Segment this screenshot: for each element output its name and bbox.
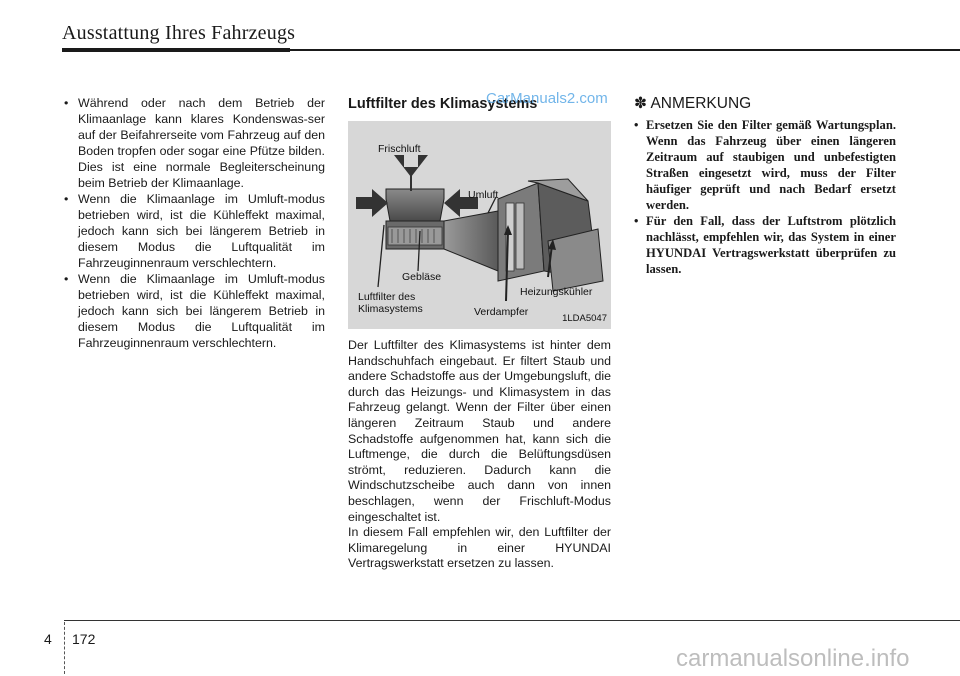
- watermark-footer: carmanualsonline.info: [676, 645, 910, 672]
- figure-id: 1LDA5047: [562, 313, 607, 324]
- list-item: • Während oder nach dem Betrieb der Klimaanlage kann klares Kondenswas-ser auf der Beifahrerseite vom Fahrzeug auf den Boden tropfen oder sogar eine Pfütze bilden. Dies ist eine normale Begleiterscheinung beim Betrieb der Klimaanlage.: [62, 95, 325, 191]
- page-header-title: Ausstattung Ihres Fahrzeugs: [62, 22, 296, 44]
- footer-rule: [64, 620, 960, 621]
- list-item: • Ersetzen Sie den Filter gemäß Wartungsplan. Wenn das Fahrzeug über einen längeren Zeitraum auf staubigen und unbefestigten Straßen eingesetzt wird, muss der Filter häufiger geprüft und nach Bedarf ersetzt werden.: [634, 117, 896, 213]
- label-umluft: Umluft: [468, 189, 499, 201]
- body-text: [348, 338, 611, 572]
- page-number: 172: [72, 631, 96, 647]
- label-frischluft: Frischluft: [378, 143, 421, 155]
- ac-airflow-diagram: [348, 121, 611, 329]
- left-column: [62, 95, 325, 351]
- paragraph: In diesem Fall empfehlen wir, den Luftfilter der Klimaregelung in einer HYUNDAI Vertragswerkstatt ersetzen zu lassen.: [348, 525, 611, 571]
- bullet-list: [62, 95, 325, 351]
- header-rule: [62, 49, 960, 51]
- label-heizungskuehler: Heizungskühler: [520, 286, 593, 298]
- label-geblaese: Gebläse: [402, 271, 442, 283]
- note-heading: ✽ ANMERKUNG: [634, 95, 752, 112]
- label-luftfilter-line1: Luftfilter des: [358, 291, 416, 303]
- watermark-top: CarManuals2.com: [486, 90, 608, 107]
- right-column: [634, 95, 896, 277]
- footer-separator: [64, 622, 65, 674]
- label-luftfilter-line2: Klimasystems: [358, 303, 423, 315]
- label-verdampfer: Verdampfer: [474, 306, 529, 318]
- note-list: [634, 117, 896, 277]
- list-item: • Wenn die Klimaanlage im Umluft-modus betrieben wird, ist die Kühleffekt maximal, jedoch kann sich bei längerem Betrieb in diesem Modus die Luftqualität im Fahrzeuginnenraum verschlechtern.: [62, 191, 325, 271]
- chapter-number: 4: [44, 631, 52, 647]
- section-heading: Luftfilter des Klimasystems: [348, 96, 538, 112]
- list-item: • Wenn die Klimaanlage im Umluft-modus betrieben wird, ist die Kühleffekt maximal, jedoch kann sich bei längerem Betrieb in diesem Modus die Luftqualität im Fahrzeuginnenraum verschlechtern.: [62, 271, 325, 351]
- middle-column: [348, 95, 611, 572]
- list-item: • Für den Fall, dass der Luftstrom plötzlich nachlässt, empfehlen wir, das System in einer HYUNDAI Vertragswerkstatt überprüfen zu lassen.: [634, 213, 896, 277]
- paragraph: Der Luftfilter des Klimasystems ist hinter dem Handschuhfach eingebaut. Er filtert Staub und andere Schadstoffe aus der Umgebungsluft, die durch das Heizungs- und Klimasystem in das Fahrzeug gelangt. Wenn der Filter über einen längeren Zeitraum Staub und andere Schadstoffe aufgenommen hat, kann sich die Luftmenge, die durch die Belüftungsdüsen strömt, reduzieren. Dadurch kann die Windschutzscheibe auch dann von innen beschlagen, wenn der Frischluft-Modus eingeschaltet ist.: [348, 338, 611, 524]
